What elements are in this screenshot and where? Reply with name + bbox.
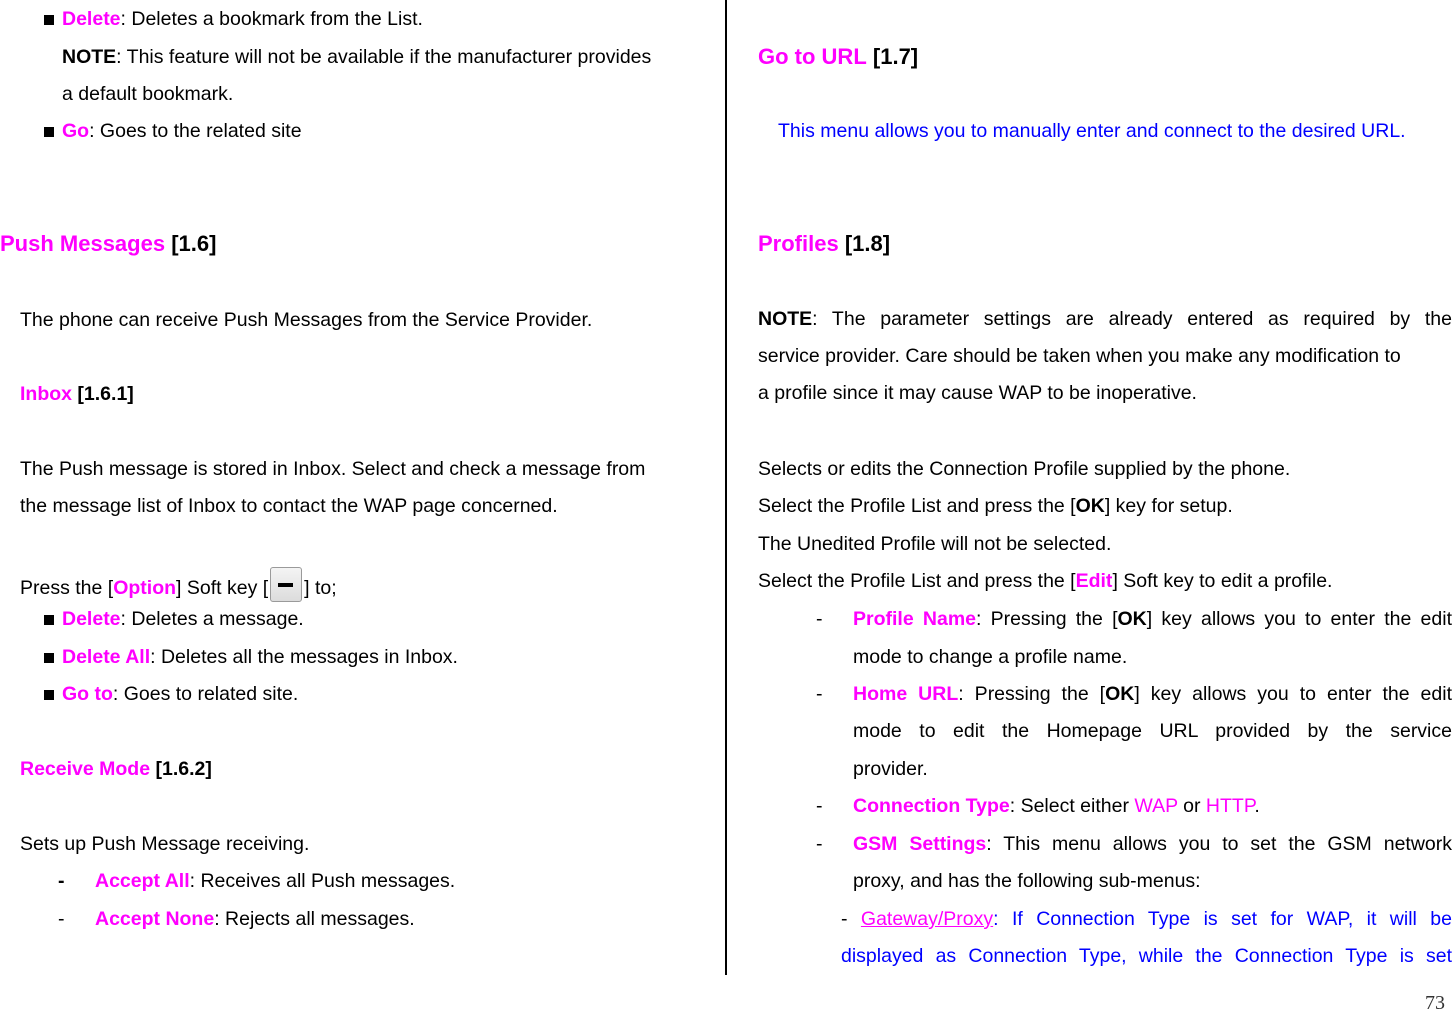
profile-name-line-2: mode to change a profile name. <box>853 646 1128 668</box>
home-url-line-3: provider. <box>853 758 928 780</box>
select-line-3: The Unedited Profile will not be selected. <box>758 533 1112 555</box>
receive-mode-heading: Receive Mode [1.6.2] <box>20 758 212 780</box>
accept-none-item: - Accept None: Rejects all messages. <box>58 908 415 930</box>
bullet-go-to: Go to: Goes to related site. <box>44 682 54 706</box>
square-bullet-icon <box>44 15 54 25</box>
profiles-note-line-1: NOTE: The parameter settings are already entered as required by the <box>758 308 1452 330</box>
home-url-line-1: Home URL: Pressing the [OK] key allows you to enter the edit <box>853 683 1453 705</box>
select-line-1: Selects or edits the Connection Profile supplied by the phone. <box>758 458 1291 480</box>
profiles-note-line-3: a profile since it may cause WAP to be inoperative. <box>758 382 1197 404</box>
square-bullet-icon <box>44 653 54 663</box>
gateway-proxy-link[interactable]: Gateway/Proxy <box>860 908 994 930</box>
go-to-url-heading: Go to URL [1.7] <box>758 44 919 69</box>
gateway-proxy-line-2: displayed as Connection Type, while the Connection Type is set <box>841 945 1452 967</box>
note-line-2: a default bookmark. <box>62 83 234 105</box>
gsm-settings-dash: - <box>816 833 823 855</box>
profiles-note-line-2: service provider. Care should be taken when you make any modification to <box>758 345 1401 367</box>
home-url-line-2: mode to edit the Homepage URL provided by the service <box>853 720 1452 742</box>
page-number: 73 <box>1425 992 1445 1014</box>
soft-key-icon <box>270 567 302 602</box>
column-divider <box>725 0 727 975</box>
bullet-go: Go: Goes to the related site <box>44 119 54 143</box>
bullet-delete-bookmark: Delete: Deletes a bookmark from the List. <box>44 7 54 31</box>
select-line-2: Select the Profile List and press the [OK] key for setup. <box>758 495 1233 517</box>
bullet-delete: Delete: Deletes a message. <box>44 607 54 631</box>
square-bullet-icon <box>44 127 54 137</box>
gsm-settings-line-2: proxy, and has the following sub-menus: <box>853 870 1201 892</box>
gsm-settings-line-1: GSM Settings: This menu allows you to set the GSM network <box>853 833 1452 855</box>
square-bullet-icon <box>44 615 54 625</box>
receive-description: Sets up Push Message receiving. <box>20 833 310 855</box>
gateway-proxy-line-1: - Gateway/Proxy: If Connection Type is set for WAP, it will be <box>841 908 1452 930</box>
connection-type-line: Connection Type: Select either WAP or HTTP. <box>853 795 1260 817</box>
inbox-desc-line-1: The Push message is stored in Inbox. Select and check a message from <box>20 458 646 480</box>
home-url-dash: - <box>816 683 823 705</box>
profiles-heading: Profiles [1.8] <box>758 231 891 256</box>
inbox-desc-line-2: the message list of Inbox to contact the WAP page concerned. <box>20 495 558 517</box>
accept-all-item: - Accept All: Receives all Push messages. <box>58 870 456 892</box>
press-option-line: Press the [Option] Soft key [ ] to; <box>20 567 337 602</box>
profile-name-line-1: Profile Name: Pressing the [OK] key allows you to enter the edit <box>853 608 1452 630</box>
go-to-url-description: This menu allows you to manually enter and connect to the desired URL. <box>778 120 1406 142</box>
note-line-1: NOTE: This feature will not be available if the manufacturer provides <box>62 46 652 68</box>
push-messages-heading: Push Messages [1.6] <box>0 231 217 256</box>
square-bullet-icon <box>44 690 54 700</box>
bullet-delete-all: Delete All: Deletes all the messages in Inbox. <box>44 645 54 669</box>
select-line-4: Select the Profile List and press the [Edit] Soft key to edit a profile. <box>758 570 1333 592</box>
push-description: The phone can receive Push Messages from the Service Provider. <box>20 309 593 331</box>
connection-type-dash: - <box>816 795 823 817</box>
profile-name-dash: - <box>816 608 823 630</box>
inbox-heading: Inbox [1.6.1] <box>20 383 134 405</box>
